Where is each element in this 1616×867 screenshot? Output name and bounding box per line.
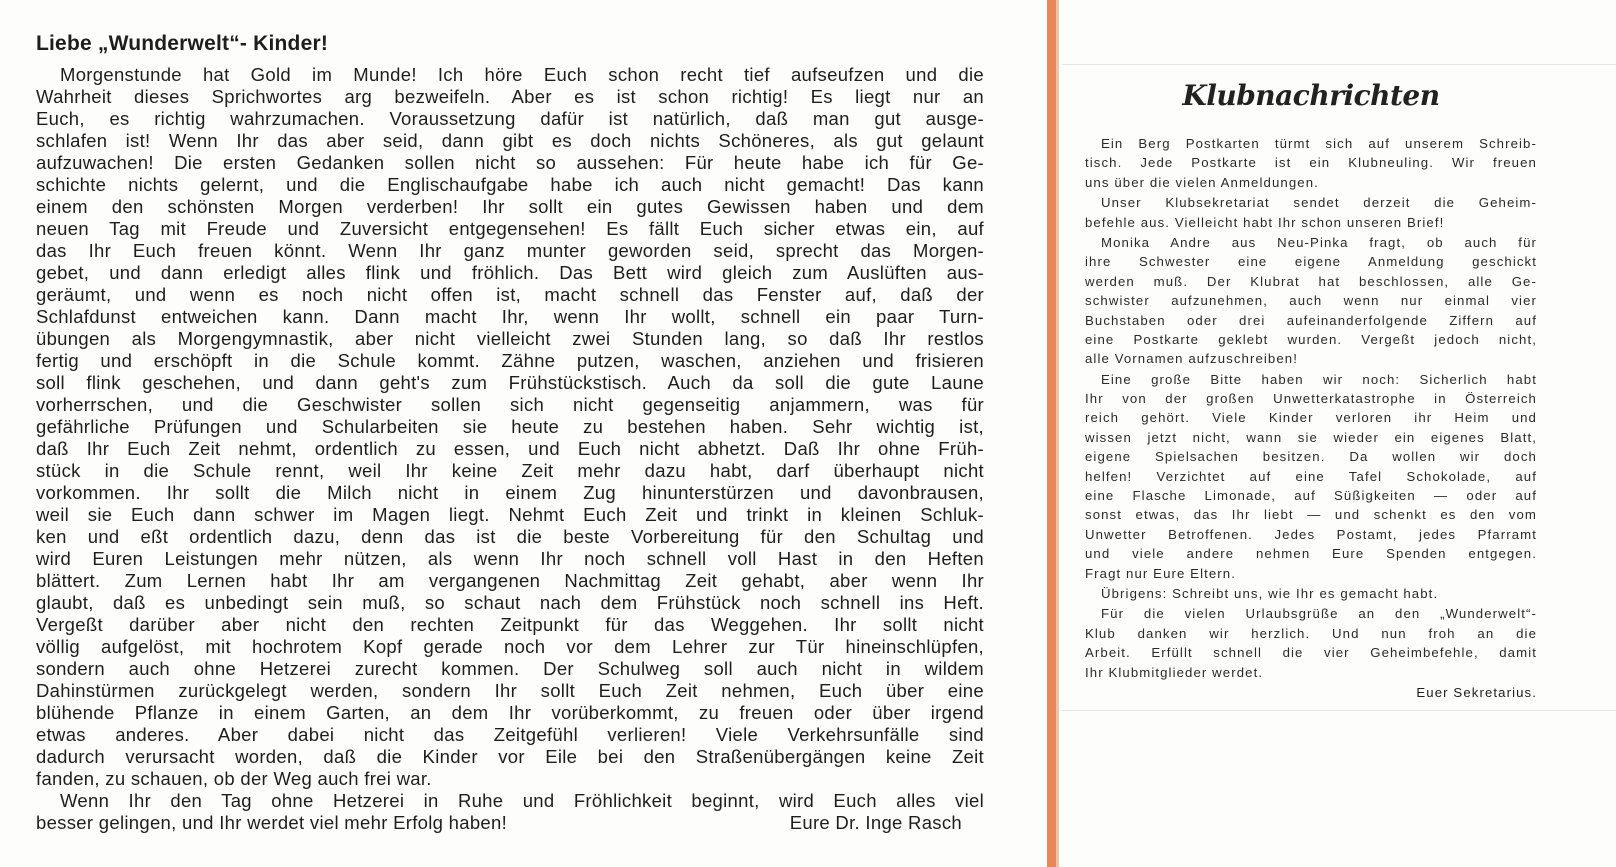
- club-news-column: [1085, 78, 1537, 703]
- text-line: Monika Andre aus Neu-Pinka fragt, ob auch für: [1101, 234, 1537, 250]
- text-line: sonst etwas, das Ihr liebt — und schenkt es den vom: [1085, 507, 1537, 523]
- orange-column-divider: [1047, 0, 1056, 867]
- text-line: Für die vielen Urlaubsgrüße an den „Wunderwelt“-: [1101, 606, 1537, 622]
- text-line: fertig und erschöpft in die Schule kommt. Zähne putzen, waschen, anziehen und frisieren: [36, 350, 984, 371]
- text-line: Buchstaben oder drei aufeinanderfolgende Ziffern auf: [1085, 312, 1537, 328]
- text-line: helfen! Verzichtet auf eine Tafel Schokolade, auf: [1085, 468, 1537, 484]
- text-line: besser gelingen, und Ihr werdet viel mehr Erfolg haben!: [36, 812, 508, 833]
- text-line: Unwetter Betroffenen. Jedes Postamt, jedes Pfarramt: [1085, 526, 1537, 542]
- text-line: Morgenstunde hat Gold im Munde! Ich höre Euch schon recht tief aufseufzen und die: [60, 64, 984, 85]
- text-line: ihre Schwester eine eigene Anmeldung geschickt: [1085, 254, 1537, 270]
- text-line: vorherrschen, und die Geschwister sollen sich nicht gegenseitig anjammern, was für: [36, 394, 984, 415]
- paragraph: [36, 64, 984, 790]
- text-line: vorkommen. Ihr sollt die Milch nicht in einem Zug hinunterstürzen und davonbrausen,: [36, 482, 984, 503]
- text-line: Arbeit. Erfüllt schnell die vier Geheimbefehle, damit: [1085, 645, 1537, 661]
- paragraph: [1085, 604, 1537, 682]
- text-line: blättert. Zum Lernen habt Ihr am vergangenen Nachmittag Zeit gehabt, aber wenn Ihr: [36, 570, 984, 591]
- faint-rule: [1062, 64, 1616, 65]
- text-line: etwas anderes. Aber dabei nicht das Zeitgefühl verlieren! Viele Verkehrsunfälle sind: [36, 724, 984, 745]
- letter-column: [36, 30, 984, 834]
- text-line: befehle aus. Vielleicht habt Ihr schon unseren Brief!: [1085, 214, 1445, 230]
- text-line: daß Ihr Euch Zeit nehmt, ordentlich zu essen, und Euch nicht abhetzt. Daß Ihr ohne Früh-: [36, 438, 984, 459]
- text-line: eigene Spielsachen besitzen. Da wollen wir doch: [1085, 449, 1537, 465]
- text-line: tisch. Jede Postkarte ist ein Klubneuling. Wir freuen: [1085, 155, 1537, 171]
- text-line: Ihr Klubmitglieder werdet.: [1085, 664, 1264, 680]
- club-news-title: Klubnachrichten: [1182, 79, 1440, 112]
- text-line: gebet, und dann erledigt alles flink und fröhlich. Das Bett wird gleich zum Auslüften aus-: [36, 262, 984, 283]
- text-line: wissen jetzt nicht, wann sie wieder ein eigenes Blatt,: [1085, 429, 1537, 445]
- text-line: weil sie Euch dann schwer im Magen liegt. Nehmt Euch Zeit und trinkt in kleinen Schluk-: [36, 504, 984, 525]
- text-line: Übrigens: Schreibt uns, wie Ihr es gemacht habt.: [1101, 585, 1439, 601]
- paragraph: [1085, 370, 1537, 583]
- text-line: glaubt, daß es unbedingt sein muß, so schaut nach dem Frühstück noch schnell ins Heft.: [36, 592, 984, 613]
- faint-rule: [1062, 710, 1616, 711]
- paragraph: [1085, 584, 1537, 603]
- text-line: gefährliche Prüfungen und Schularbeiten sie heute zu bestehen haben. Sehr wichtig ist,: [36, 416, 984, 437]
- text-line: Eine große Bitte haben wir noch: Sicherlich habt: [1101, 371, 1537, 387]
- text-line: eine Flasche Limonade, auf Süßigkeiten — oder auf: [1085, 488, 1537, 504]
- paragraph: [36, 790, 984, 834]
- text-line: stück in die Schule rennt, weil Ihr keine Zeit mehr dazu habt, darf überhaupt nicht: [36, 460, 984, 481]
- text-line: uns über die vielen Anmeldungen.: [1085, 174, 1319, 190]
- club-news-body: [1085, 134, 1537, 682]
- text-line: ken und eßt ordentlich dazu, denn das ist die beste Vorbereitung für den Schultag und: [36, 526, 984, 547]
- text-line: reich gehört. Viele Kinder verloren ihr Heim und: [1085, 410, 1537, 426]
- text-line: Schlafdunst entweichen kann. Dann macht Ihr, wenn Ihr wollt, schnell ein paar Turn-: [36, 306, 984, 327]
- text-line: und viele andere nehmen Eure Spenden entgegen.: [1085, 546, 1537, 562]
- column-divider-shade: [1056, 0, 1059, 867]
- text-line: soll flink geschehen, und dann geht's zum Frühstückstisch. Auch da soll die gute Laune: [36, 372, 984, 393]
- paragraph: [1085, 233, 1537, 369]
- text-line: fanden, zu schauen, ob der Weg auch frei war.: [36, 768, 432, 789]
- text-line: Euch, es richtig wahrzumachen. Voraussetzung dafür ist natürlich, daß man gut ausge-: [36, 108, 984, 129]
- text-line: völlig aufgelöst, mit hochrotem Kopf gerade noch vor dem Lehrer zur Tür hineinschlüpfen,: [36, 636, 984, 657]
- text-line: wird Euren Leistungen mehr nützen, als wenn Ihr noch schnell voll Hast in den Heften: [36, 548, 984, 569]
- text-line: eine Postkarte geklebt wurden. Vergeßt jedoch nicht,: [1085, 331, 1537, 347]
- text-line: Vergeßt darüber aber nicht den rechten Zeitpunkt für das Weggehen. Ihr sollt nicht: [36, 614, 984, 635]
- text-line: Ihr von der großen Unwetterkatastrophe in Österreich: [1085, 391, 1537, 407]
- text-line: Wenn Ihr den Tag ohne Hetzerei in Ruhe und Fröhlichkeit beginnt, wird Euch alles viel: [60, 790, 984, 811]
- letter-title: Liebe „Wunderwelt“- Kinder!: [36, 32, 329, 55]
- text-line: alle Vornamen aufzuschreiben!: [1085, 351, 1298, 367]
- text-line: schwister aufzunehmen, auch wenn nur einmal vier: [1085, 293, 1537, 309]
- text-line: schichte nichts gelernt, und die Englischaufgabe habe ich auch nicht gemacht! Das kann: [36, 174, 984, 195]
- text-line: aufzuwachen! Die ersten Gedanken sollen nicht so aussehen: Für heute habe ich für Ge-: [36, 152, 984, 173]
- text-line: einem den schönsten Morgen verderben! Ihr sollt ein gutes Gewissen haben und dem: [36, 196, 984, 217]
- text-line: das Ihr Euch freuen könnt. Wenn Ihr ganz munter geworden seid, sprecht das Morgen-: [36, 240, 984, 261]
- text-line: sondern auch ohne Hetzerei zurecht kommen. Der Schulweg soll auch nicht in wildem: [36, 658, 984, 679]
- text-line: dadurch verursacht worden, daß die Kinder vor Eile bei den Straßenübergängen keine Zeit: [36, 746, 984, 767]
- text-line: Unser Klubsekretariat sendet derzeit die Geheim-: [1101, 195, 1537, 211]
- text-line: Ein Berg Postkarten türmt sich auf unserem Schreib-: [1101, 136, 1537, 151]
- text-line: neuen Tag mit Freude und Zuversicht entgegensehen! Es fällt Euch sicher etwas ein, auf: [36, 218, 984, 239]
- text-line-with-signature: [36, 812, 984, 834]
- letter-signature: Eure Dr. Inge Rasch: [789, 812, 962, 833]
- text-line: Wahrheit dieses Sprichwortes arg bezweifeln. Aber es ist schon richtig! Es liegt nur an: [36, 86, 984, 107]
- text-line: schlafen ist! Wenn Ihr das aber seid, dann gibt es doch nichts Schöneres, als gut gelaunt: [36, 130, 984, 151]
- text-line: werden muß. Der Klubrat hat beschlossen, alle Ge-: [1085, 273, 1537, 289]
- paragraph: [1085, 193, 1537, 232]
- club-signature: Euer Sekretarius.: [1416, 684, 1537, 700]
- text-line: geräumt, und wenn es noch nicht offen ist, macht schnell das Fenster auf, daß der: [36, 284, 984, 305]
- text-line: übungen als Morgengymnastik, aber nicht vielleicht zwei Stunden lang, so daß Ihr restlos: [36, 328, 984, 349]
- text-line: blühende Pflanze in einem Garten, an dem Ihr vorüberkommt, zu freuen oder über irgend: [36, 702, 984, 723]
- text-line: Dahinstürmen zurückgelegt werden, sondern Ihr sollt Euch Zeit nehmen, Euch über eine: [36, 680, 984, 701]
- text-line: Klub danken wir herzlich. Und nun froh an die: [1085, 625, 1537, 641]
- paragraph: [1085, 134, 1537, 192]
- letter-body: [36, 64, 984, 834]
- text-line: Fragt nur Eure Eltern.: [1085, 565, 1237, 581]
